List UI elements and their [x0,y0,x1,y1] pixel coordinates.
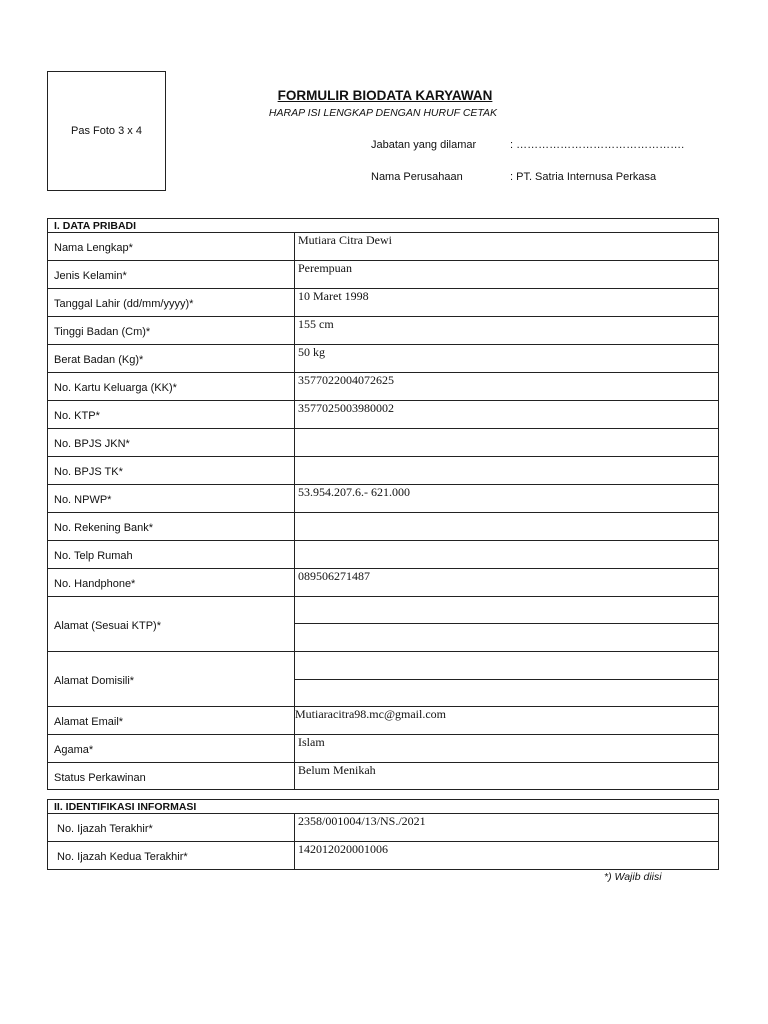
field-value-bpjs-jkn[interactable] [295,429,719,457]
personal-data-table [47,218,719,790]
field-label: No. Rekening Bank* [48,513,295,541]
position-label: Jabatan yang dilamar [371,139,477,151]
form-row [48,597,719,624]
form-row [48,842,719,870]
field-label: No. Telp Rumah [48,541,295,569]
field-value-family-card[interactable]: 3577022004072625 [295,373,719,401]
field-value-address-domicile-line1[interactable] [295,652,719,680]
field-label: No. KTP* [48,401,295,429]
form-title: FORMULIR BIODATA KARYAWAN [277,88,493,103]
form-row [48,233,719,261]
photo-placeholder-label: Pas Foto 3 x 4 [71,125,142,137]
field-label: Alamat (Sesuai KTP)* [48,597,295,652]
position-value[interactable]: : ………………………………………. [510,139,685,151]
field-value-handphone[interactable]: 089506271487 [295,569,719,597]
form-row [48,513,719,541]
field-value-address-ktp-line2[interactable] [295,624,719,652]
form-row [48,763,719,790]
form-row [48,345,719,373]
form-row [48,707,719,735]
field-label: Jenis Kelamin* [48,261,295,289]
field-label: No. BPJS JKN* [48,429,295,457]
field-value-address-ktp-line1[interactable] [295,597,719,624]
field-label: Nama Lengkap* [48,233,295,261]
field-label: No. Kartu Keluarga (KK)* [48,373,295,401]
field-label: Status Perkawinan [48,763,295,790]
field-value-second-diploma[interactable]: 142012020001006 [295,842,719,870]
field-value-last-diploma[interactable]: 2358/001004/13/NS./2021 [295,814,719,842]
form-row [48,317,719,345]
required-footnote: *) Wajib diisi [604,871,662,883]
form-row [48,261,719,289]
form-row [48,429,719,457]
field-value-email[interactable]: Mutiaracitra98.mc@gmail.com [295,707,719,735]
field-value-home-phone[interactable] [295,541,719,569]
field-label: No. NPWP* [48,485,295,513]
field-label: Alamat Email* [48,707,295,735]
field-value-religion[interactable]: Islam [295,735,719,763]
identification-table [47,799,719,870]
field-value-ktp[interactable]: 3577025003980002 [295,401,719,429]
section-title-personal: I. DATA PRIBADI [48,219,719,233]
section-title-identification: II. IDENTIFIKASI INFORMASI [48,800,719,814]
form-row [48,373,719,401]
company-label: Nama Perusahaan [371,171,463,183]
field-value-birth-date[interactable]: 10 Maret 1998 [295,289,719,317]
field-label: No. Ijazah Terakhir* [48,814,295,842]
field-value-gender[interactable]: Perempuan [295,261,719,289]
form-row [48,541,719,569]
field-label: Tinggi Badan (Cm)* [48,317,295,345]
field-label: Tanggal Lahir (dd/mm/yyyy)* [48,289,295,317]
field-label: No. Ijazah Kedua Terakhir* [48,842,295,870]
company-value: : PT. Satria Internusa Perkasa [510,171,657,183]
field-value-full-name[interactable]: Mutiara Citra Dewi [295,233,719,261]
field-label: Berat Badan (Kg)* [48,345,295,373]
form-subtitle: HARAP ISI LENGKAP DENGAN HURUF CETAK [268,107,498,119]
form-row [48,289,719,317]
field-value-height[interactable]: 155 cm [295,317,719,345]
field-value-weight[interactable]: 50 kg [295,345,719,373]
form-row [48,652,719,680]
field-label: No. BPJS TK* [48,457,295,485]
form-row [48,485,719,513]
field-label: No. Handphone* [48,569,295,597]
form-row [48,569,719,597]
form-row [48,457,719,485]
field-label: Agama* [48,735,295,763]
form-row [48,735,719,763]
field-value-npwp[interactable]: 53.954.207.6.- 621.000 [295,485,719,513]
form-row [48,401,719,429]
field-value-marital-status[interactable]: Belum Menikah [295,763,719,790]
field-value-bpjs-tk[interactable] [295,457,719,485]
field-value-address-domicile-line2[interactable] [295,680,719,707]
form-row [48,814,719,842]
field-value-bank-account[interactable] [295,513,719,541]
field-label: Alamat Domisili* [48,652,295,707]
